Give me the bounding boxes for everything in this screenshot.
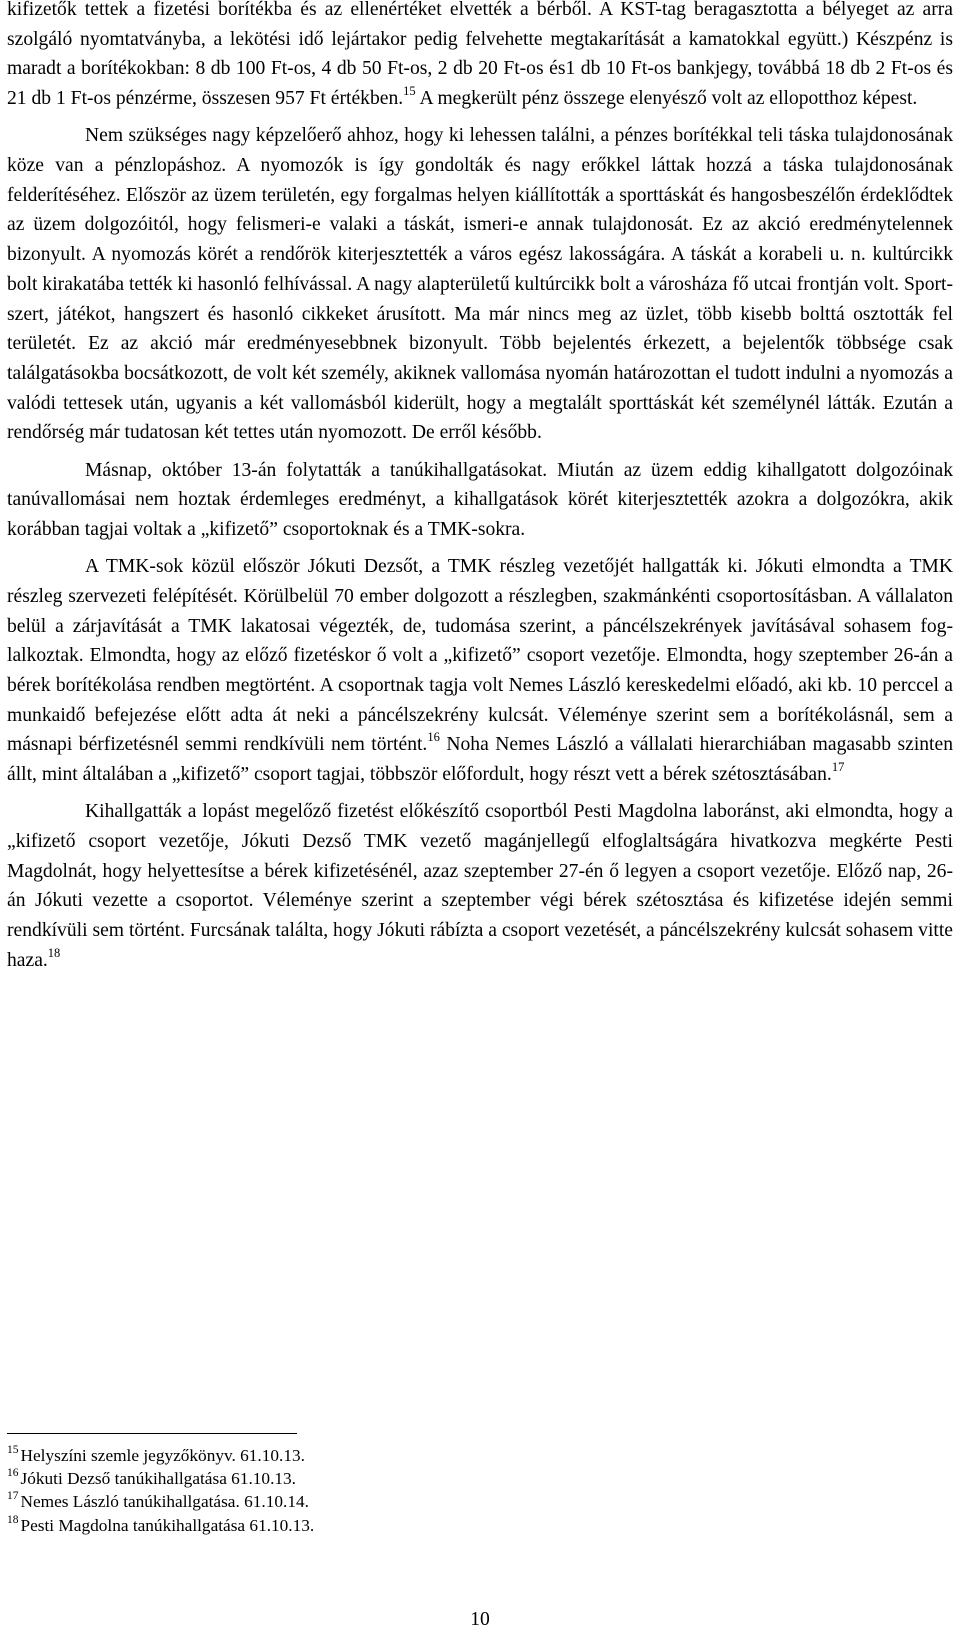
- footnote-text: Pesti Magdolna tanúkihallgatása 61.10.13.: [20, 1515, 315, 1535]
- paragraph-5-text: Kihallgatták a lopást megelőző fizetést előkészítő csoportból Pesti Magdolna laboránst, aki elmondta, hogy a „kifizető csoport vezetője, Jókuti Dezső TMK vezető magánjellegű elfoglaltságára hivatkozva megkérte Pesti Magdolnát, hogy helyettesítse a bérek kifizetésénél, azaz szeptember 27-én ő legyen a csoport vezetője. Előző nap, 26-án Jókuti vezette a csoportot. Véleménye szerint a szeptember végi bérek szétosztása és kifizetése idején semmi rendkívüli sem történt. Furcsának találta, hogy Jókuti rábízta a csoport vezetését, a páncélszekrény kulcsát sohasem vitte haza.: [7, 801, 953, 971]
- footnote-number: 18: [7, 1513, 19, 1526]
- paragraph-4-text: A TMK-sok közül először Jókuti Dezsőt, a TMK részleg vezetőjét hallgatták ki. Jókuti elmondta a TMK részleg szervezeti felépítését. Körülbelül 70 ember dolgozott a részlegben, szakmánkénti csoportosításban. A vállalaton belül a zárjavítását a TMK lakatosai végezték, de, tudomása szerint, a páncélszekrények javításával sohasem foglalkoztak. Elmondta, hogy az előző fizetéskor ő volt a „kifizető” csoport vezetője. Elmondta, hogy szeptember 26-án a bérek borítékolása rendben megtörtént. A csoportnak tagja volt Nemes László kereskedelmi előadó, aki kb. 10 perccel a munkaidő befejezése előtt adta át neki a páncélszekrény kulcsát. Véleménye szerint sem a borítékolásnál, sem a másnapi bérfizetésnél semmi rendkívüli nem történt.: [7, 556, 953, 756]
- footnote-number: 15: [7, 1444, 19, 1456]
- paragraph-4-mid: Noha Nemes László a vállalati hierarchiában magasabb szinten állt, mint általában a „kifizető” csoport tagjai, többször előfordult, hogy részt vett a bérek szétosztásában.: [7, 734, 953, 786]
- page-number: 10: [470, 1609, 490, 1630]
- footnote-text: Jókuti Dezső tanúkihallgatása 61.10.13.: [20, 1469, 296, 1489]
- footnote-ref-17: 17: [831, 760, 845, 775]
- footnote-ref-16: 16: [427, 730, 440, 745]
- footnote-18: [7, 1514, 907, 1537]
- footnote-number: 17: [7, 1490, 19, 1503]
- footnote-ref-18: 18: [47, 945, 61, 960]
- footnotes: [7, 1444, 907, 1537]
- footnote-separator: [7, 1433, 297, 1434]
- paragraph-2: [7, 121, 953, 448]
- paragraph-2-text: Nem szükséges nagy képzelőerő ahhoz, hogy ki lehessen találni, a pénzes borítékkal teli táska tulajdonosának köze van a pénzlopáshoz. A nyomozók is így gondolták és nagy erőkkel láttak hozzá a táska tulajdonosának felderítéséhez. Először az üzem területén, egy forgalmas helyen kiállították a sporttáskát és hangosbeszélőn érdeklődtek az üzem dolgozóitól, hogy felismeri-e valaki a táskát, ismeri-e annak tulajdonosát. Ez az akció eredménytelennek bizonyult. A nyomozás körét a rendőrök kiterjesztették a város egész lakosságára. A táskát a korabeli u. n. kultúrcikk bolt kirakatába tették ki hasonló felhívással. A nagy alapterületű kultúrcikk bolt a városháza fő utcai frontján volt. Sportszert, játékot, hangszert és hasonló cikkeket árusított. Ma már nincs meg az üzlet, több kisebb bolttá osztották fel területét. Ez az akció már eredményesebbnek bizonyult. Több bejelentés érkezett, a bejelentők többsége csak találgatásokba bocsátkozott, de volt két személy, akiknek vallomása nyomán határozottan el tudott indulni a nyomozás a valódi tettesek után, ugyanis a két vallomásból kiderült, hogy a megtalált sporttáskát két személynél látták. Ezután a rendőrség már tudatosan két tettes után nyomozott. De erről később.: [7, 125, 953, 444]
- paragraph-4: [7, 552, 953, 790]
- paragraph-1-tail: A megkerült pénz összege elenyésző volt az ellopotthoz képest.: [415, 88, 918, 110]
- footnote-text: Nemes László tanúkihallgatása. 61.10.14.: [20, 1492, 309, 1512]
- footnote-ref-15: 15: [403, 84, 416, 99]
- paragraph-1: [7, 0, 953, 114]
- footnote-15: [7, 1444, 907, 1467]
- paragraph-3-text: Másnap, október 13-án folytatták a tanúkihallgatásokat. Miután az üzem eddig kihallgatott dolgozóinak tanúvallomásai nem hoztak érdemleges eredményt, a kihallgatások körét kiterjesztették azokra a dolgozókra, akik korábban tagjai voltak a „kifizető” csoportoknak és a TMK-sokra.: [7, 459, 953, 540]
- footnote-17: [7, 1490, 907, 1513]
- footnote-16: [7, 1467, 907, 1490]
- footnote-text: Helyszíni szemle jegyzőkönyv. 61.10.13.: [20, 1446, 305, 1465]
- paragraph-5: [7, 797, 953, 975]
- paragraph-1-text: kifizetők tettek a fizetési borítékba és az ellenértéket elvették a bérből. A KST-tag beragasztotta a bélyeget az arra szolgáló nyomtatványba, a lekötési idő lejártakor pedig felvehette megtakarítását a kamatokkal együtt.) Készpénz is maradt a borítékokban: 8 db 100 Ft-os, 4 db 50 Ft-os, 2 db 20 Ft-os és1 db 10 Ft-os bankjegy, továbbá 18 db 2 Ft-os és 21 db 1 Ft-os pénzérme, összesen 957 Ft értékben.: [7, 0, 953, 110]
- footnote-number: 16: [7, 1467, 19, 1480]
- paragraph-3: [7, 456, 953, 545]
- body-text: [7, 0, 953, 976]
